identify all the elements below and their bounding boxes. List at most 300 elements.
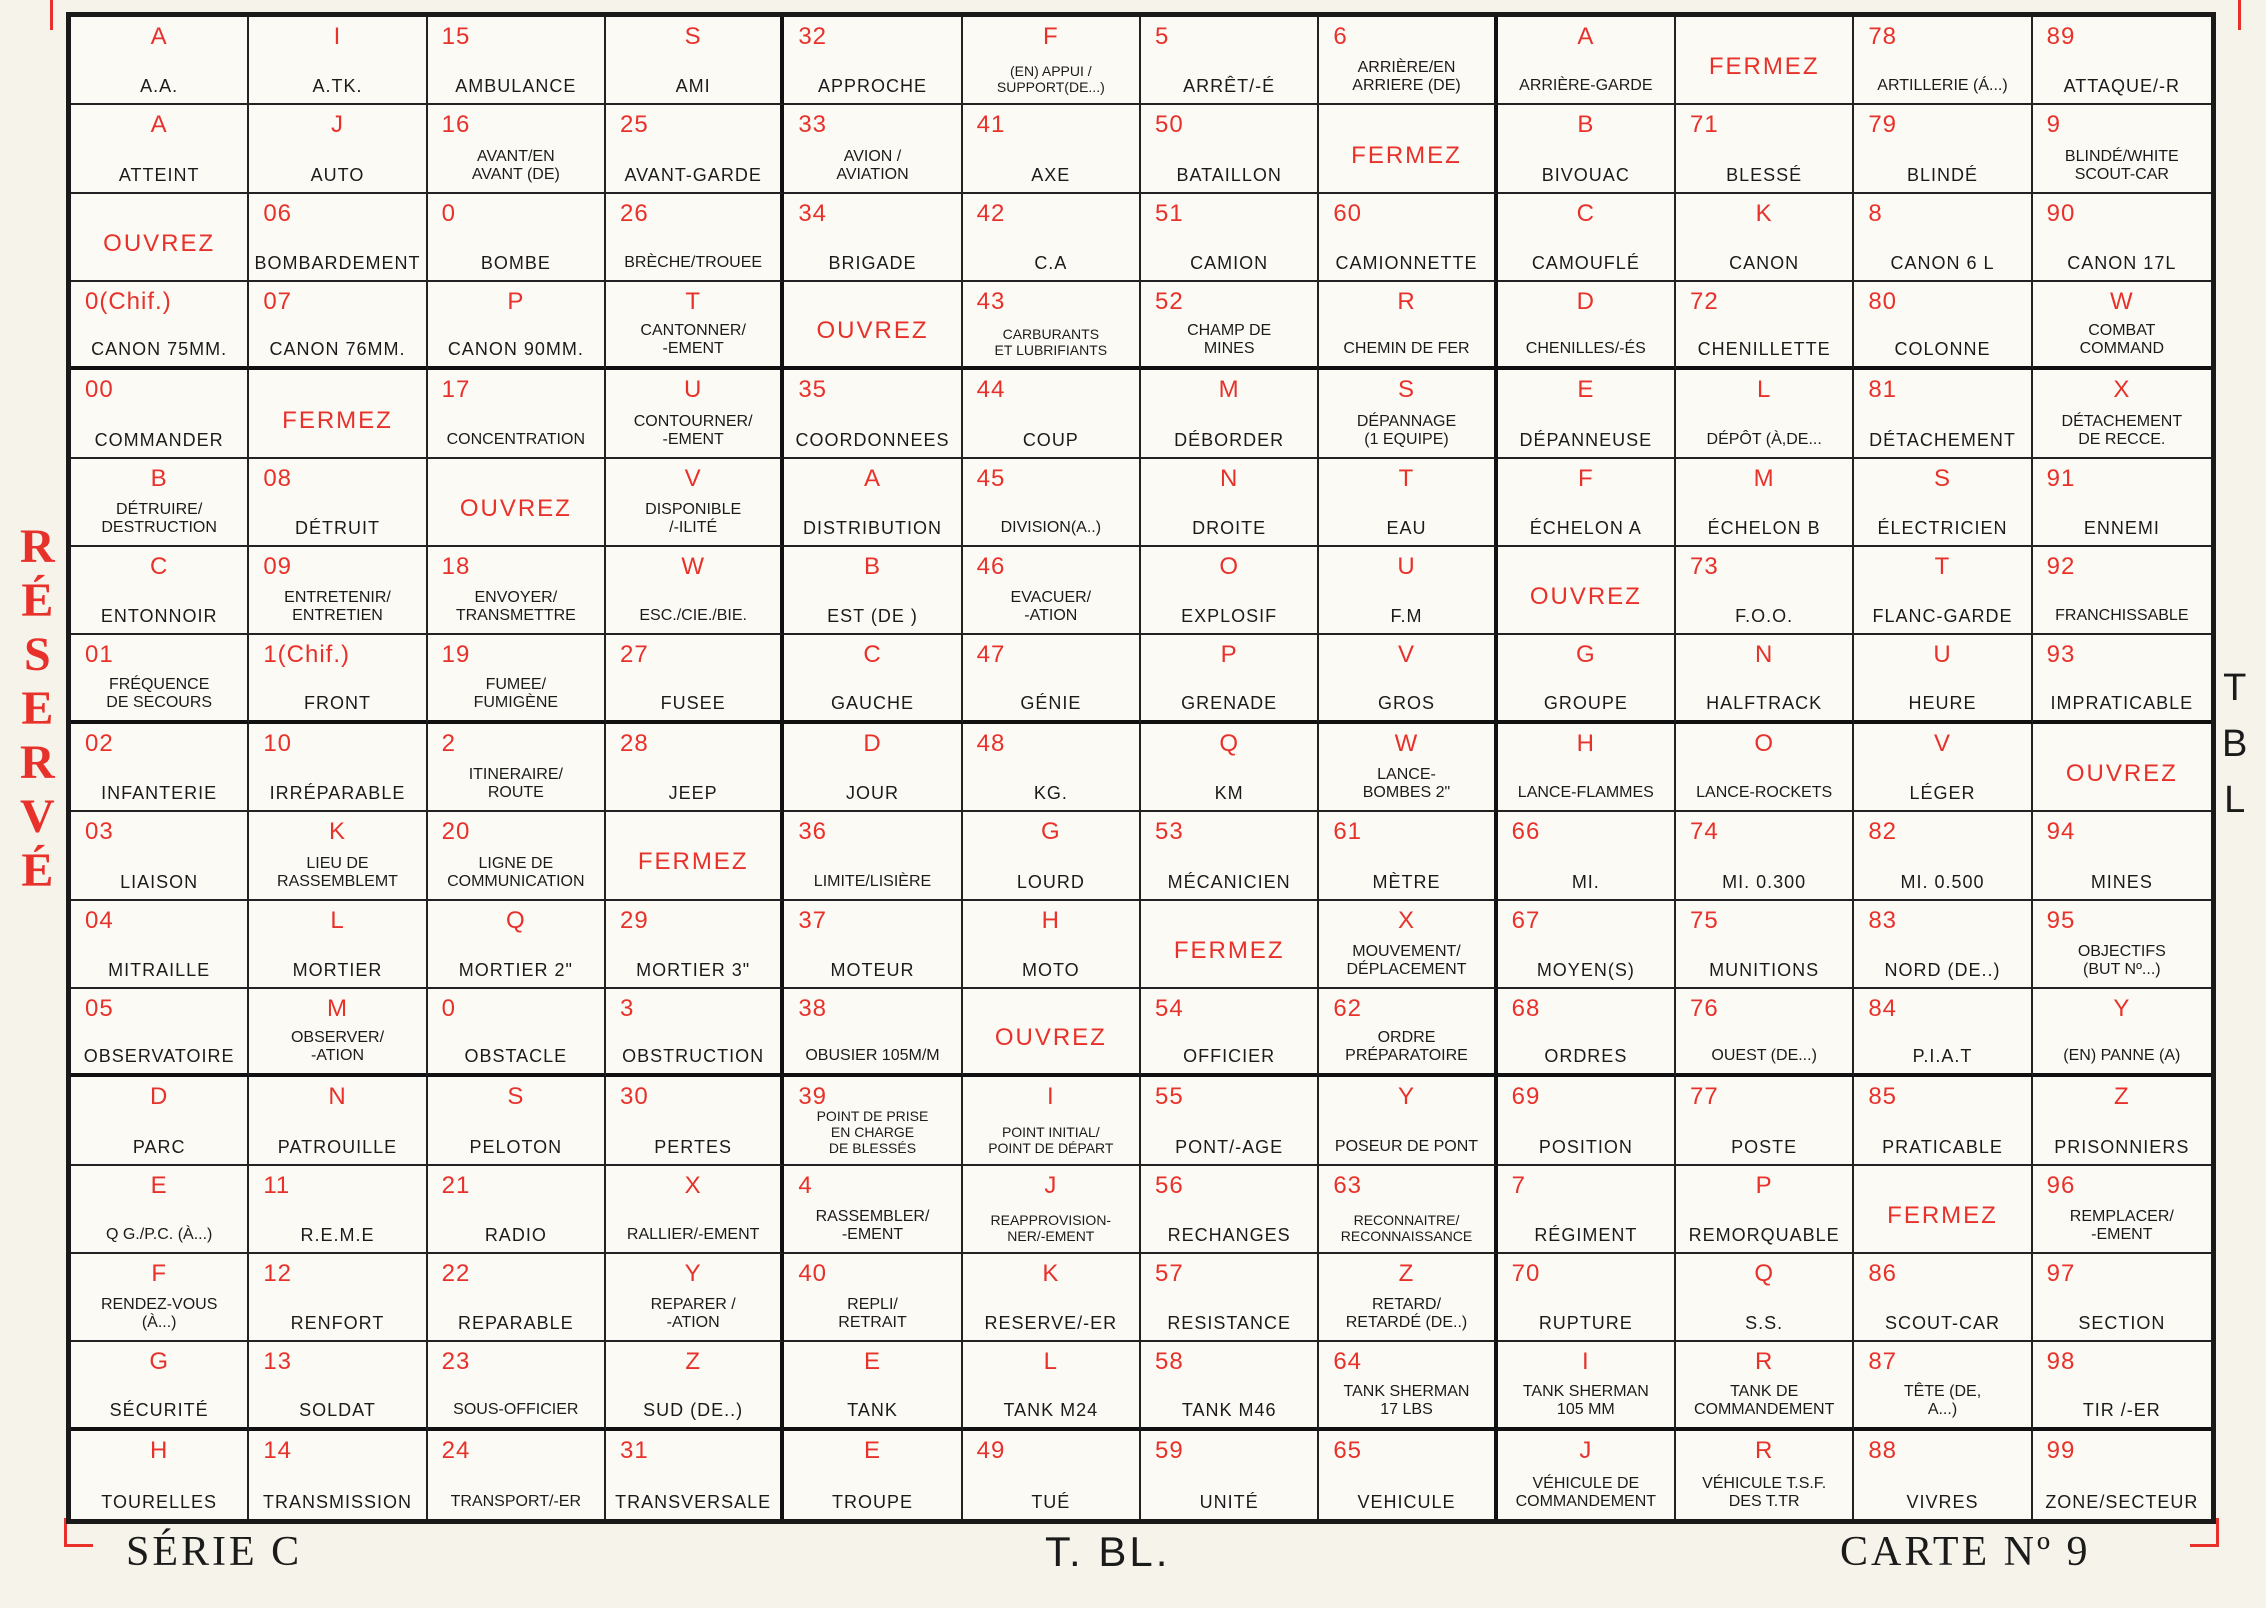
cell-label: JEEP — [668, 783, 718, 804]
code-cell — [1854, 812, 2032, 900]
code-cell — [1319, 989, 1497, 1077]
cell-code: 45 — [976, 464, 1006, 492]
cell-code: 24 — [441, 1436, 471, 1464]
cell-code: 27 — [619, 641, 649, 669]
code-cell — [1319, 724, 1497, 812]
cell-label: FERMEZ — [637, 848, 749, 876]
code-cell — [71, 1431, 249, 1519]
cell-label: KM — [1214, 783, 1244, 804]
code-cell — [2033, 724, 2211, 812]
cell-code: W — [2109, 288, 2134, 316]
cell-label: CANON 76MM. — [269, 339, 406, 360]
vertical-letter: R — [20, 736, 55, 789]
cell-label: COORDONNEES — [795, 429, 950, 450]
cell-code: 66 — [1511, 818, 1541, 846]
cell-code: 34 — [798, 199, 828, 227]
code-cell — [1498, 1254, 1676, 1342]
cell-label: DISTRIBUTION — [802, 518, 942, 539]
cell-label: VÉHICULE T.S.F. DES T.TR — [1702, 1475, 1827, 1510]
code-cell — [963, 547, 1141, 635]
cell-label: GROUPE — [1543, 692, 1628, 713]
cell-label: TANK SHERMAN 17 LBS — [1343, 1382, 1470, 1418]
code-cell — [249, 105, 427, 193]
cell-label: MÉCANICIEN — [1167, 871, 1291, 892]
code-cell — [1676, 282, 1854, 370]
code-cell — [71, 370, 249, 458]
cell-label: POSITION — [1538, 1136, 1633, 1157]
cell-label: DÉTACHEMENT — [1869, 429, 2016, 450]
cell-label: F.M — [1390, 606, 1423, 627]
cell-label: COMBAT COMMAND — [2079, 322, 2165, 358]
cell-code: 87 — [1868, 1348, 1898, 1376]
code-cell — [71, 282, 249, 370]
cell-label: BLESSÉ — [1726, 164, 1803, 185]
cell-label: RADIO — [484, 1224, 547, 1245]
code-cell — [963, 635, 1141, 723]
cell-code: 91 — [2046, 464, 2076, 492]
cell-label: FRANCHISSABLE — [2055, 607, 2189, 625]
cell-label: BOMBE — [480, 253, 551, 274]
code-cell — [1319, 370, 1497, 458]
vertical-letter: L — [2224, 779, 2246, 821]
code-cell — [249, 1431, 427, 1519]
cell-code: 16 — [441, 111, 471, 139]
cell-code: N — [1219, 464, 1239, 492]
cell-code: L — [330, 906, 345, 934]
cell-code: 42 — [976, 199, 1006, 227]
cell-label: BLINDÉ — [1906, 164, 1978, 185]
code-cell — [71, 812, 249, 900]
cell-code: V — [684, 464, 702, 492]
cell-label: LANCE-FLAMMES — [1517, 784, 1654, 802]
code-cell — [1676, 194, 1854, 282]
code-cell — [428, 989, 606, 1077]
code-cell — [1498, 635, 1676, 723]
cell-code: 52 — [1154, 288, 1184, 316]
cell-label: PRATICABLE — [1882, 1136, 2003, 1157]
cell-label: SUD (DE..) — [643, 1399, 744, 1420]
code-cell — [428, 282, 606, 370]
code-cell — [1676, 459, 1854, 547]
reserve-vertical-title — [20, 520, 55, 898]
cell-code: 97 — [2046, 1259, 2076, 1287]
cell-code: O — [1754, 729, 1774, 757]
cell-label: RECHANGES — [1167, 1224, 1291, 1245]
code-cell — [1676, 724, 1854, 812]
cell-label: ORDRE PRÉPARATOIRE — [1345, 1029, 1468, 1065]
cell-code: 95 — [2046, 906, 2076, 934]
cell-label: ENTONNOIR — [100, 606, 218, 627]
cell-code: 73 — [1689, 553, 1719, 581]
code-cell — [1676, 1431, 1854, 1519]
cell-label: LIAISON — [120, 871, 199, 892]
cell-label: (EN) APPUI / SUPPORT(DE...) — [996, 63, 1105, 96]
cell-code: 56 — [1154, 1171, 1184, 1199]
code-cell — [428, 812, 606, 900]
cell-code: 46 — [976, 553, 1006, 581]
code-cell — [1854, 1166, 2032, 1254]
cell-label: FERMEZ — [1708, 53, 1820, 81]
cell-label: ENTRETENIR/ ENTRETIEN — [284, 589, 391, 625]
cell-label: CONTOURNER/ -EMENT — [633, 412, 753, 448]
cell-code: H — [1041, 906, 1060, 934]
cell-label: MI. — [1571, 871, 1600, 892]
cell-label: COMMANDER — [94, 429, 224, 450]
cell-label: LOURD — [1016, 871, 1085, 892]
code-cell — [249, 370, 427, 458]
code-cell — [1319, 635, 1497, 723]
cell-label: OBSERVER/ -ATION — [290, 1029, 385, 1065]
cell-code: 05 — [85, 994, 114, 1022]
cell-code: 0 — [441, 994, 457, 1022]
cell-code: 69 — [1511, 1083, 1541, 1111]
cell-label: LÉGER — [1909, 783, 1976, 804]
cell-label: MOTO — [1021, 959, 1080, 980]
cell-label: POINT DE PRISE EN CHARGE DE BLESSÉS — [816, 1107, 929, 1156]
cell-code: 15 — [441, 23, 471, 50]
code-cell — [428, 1254, 606, 1342]
cell-code: B — [150, 464, 168, 492]
cell-code: X — [684, 1171, 702, 1199]
cell-label: TANK M24 — [1003, 1399, 1099, 1420]
cell-label: RASSEMBLER/ -EMENT — [815, 1207, 930, 1243]
cell-code: 70 — [1511, 1259, 1541, 1287]
code-cell — [1854, 194, 2032, 282]
cell-label: A.TK. — [312, 76, 363, 97]
cell-code: 21 — [441, 1171, 471, 1199]
cell-code: 17 — [441, 376, 471, 404]
tbl-footer-label: T. BL. — [1045, 1528, 1171, 1575]
code-cell — [249, 459, 427, 547]
code-cell — [1141, 1077, 1319, 1165]
code-cell — [1854, 1342, 2032, 1430]
code-cell — [1676, 1077, 1854, 1165]
cell-label: CANON — [1729, 253, 1800, 274]
code-cell — [1319, 1342, 1497, 1430]
cell-label: TANK SHERMAN 105 MM — [1522, 1382, 1649, 1418]
cell-code: Y — [1397, 1083, 1415, 1111]
cell-code: F — [1577, 464, 1594, 492]
cell-code: 19 — [441, 641, 471, 669]
series-label: SÉRIE C — [126, 1529, 303, 1575]
code-cell — [249, 1254, 427, 1342]
cell-label: KG. — [1033, 783, 1068, 804]
cell-code: K — [1755, 199, 1773, 227]
cell-label: AVANT-GARDE — [624, 164, 762, 185]
code-cell — [249, 17, 427, 105]
code-cell — [1854, 370, 2032, 458]
cell-label: EAU — [1386, 518, 1427, 539]
cell-label: PRISONNIERS — [2054, 1136, 2190, 1157]
code-cell — [71, 1342, 249, 1430]
cell-code: 60 — [1333, 199, 1363, 227]
code-cell — [1319, 459, 1497, 547]
cell-code: 04 — [85, 906, 114, 934]
code-grid — [66, 12, 2216, 1524]
cell-label: PARC — [132, 1136, 186, 1157]
cell-label: LANCE- BOMBES 2" — [1362, 766, 1451, 802]
cell-code: E — [863, 1348, 881, 1376]
cell-code: U — [1933, 641, 1952, 669]
cell-label: OBJECTIFS (BUT Nº...) — [2077, 942, 2166, 978]
cell-code: 90 — [2046, 199, 2076, 227]
cell-code: 50 — [1154, 111, 1184, 139]
code-cell — [1498, 459, 1676, 547]
cell-code: J — [1579, 1436, 1593, 1464]
cell-label: BLINDÉ/WHITE SCOUT-CAR — [2064, 147, 2179, 183]
cell-label: ÉCHELON A — [1529, 518, 1642, 539]
cell-code: 72 — [1689, 288, 1719, 316]
cell-code: 02 — [85, 729, 114, 757]
cell-label: VEHICULE — [1357, 1492, 1456, 1512]
cell-label: ARRIÈRE/EN ARRIERE (DE) — [1352, 59, 1461, 95]
cell-code: A — [1577, 23, 1595, 50]
code-cell — [1676, 1254, 1854, 1342]
cell-code: 22 — [441, 1259, 471, 1287]
cell-code: 13 — [263, 1348, 293, 1376]
cell-label: AVION / AVIATION — [836, 147, 909, 183]
code-cell — [1141, 812, 1319, 900]
cell-label: POSTE — [1731, 1136, 1798, 1157]
code-cell — [1319, 901, 1497, 989]
code-cell — [784, 724, 962, 812]
cell-code: 20 — [441, 818, 471, 846]
code-cell — [71, 901, 249, 989]
cell-code: 49 — [976, 1436, 1006, 1464]
cell-code: S — [684, 23, 702, 50]
code-cell — [1141, 635, 1319, 723]
cell-code: T — [685, 288, 701, 316]
cell-label: MORTIER 3" — [636, 959, 751, 980]
cell-label: CHENILLES/-ÉS — [1525, 340, 1646, 358]
cell-label: EVACUER/ -ATION — [1010, 589, 1092, 625]
code-cell — [1676, 105, 1854, 193]
code-cell — [784, 105, 962, 193]
cell-label: TRANSMISSION — [262, 1492, 412, 1512]
code-cell — [428, 1342, 606, 1430]
cell-label: CONCENTRATION — [446, 430, 585, 448]
code-cell — [71, 194, 249, 282]
code-cell — [606, 370, 784, 458]
cell-label: RUPTURE — [1538, 1313, 1633, 1334]
cell-label: MOYEN(S) — [1536, 959, 1635, 980]
code-cell — [784, 17, 962, 105]
cell-code: J — [1044, 1171, 1058, 1199]
cell-code: K — [328, 818, 346, 846]
code-cell — [1319, 282, 1497, 370]
cell-label: COLONNE — [1894, 339, 1991, 360]
code-cell — [428, 635, 606, 723]
cell-label: MI. 0.500 — [1900, 871, 1985, 892]
cell-label: MOUVEMENT/ DÉPLACEMENT — [1346, 942, 1467, 978]
code-cell — [1498, 547, 1676, 635]
cell-code: 65 — [1333, 1436, 1363, 1464]
cell-label: TROUPE — [831, 1492, 913, 1512]
code-cell — [71, 989, 249, 1077]
code-cell — [963, 724, 1141, 812]
cell-label: LIEU DE RASSEMBLEMT — [277, 854, 398, 890]
cell-code: 28 — [619, 729, 649, 757]
cell-code: 67 — [1511, 906, 1541, 934]
cell-label: REPLI/ RETRAIT — [838, 1296, 907, 1332]
cell-label: FRÉQUENCE DE SECOURS — [106, 675, 213, 711]
cell-label: CARBURANTS ET LUBRIFIANTS — [994, 326, 1108, 359]
code-cell — [1319, 1431, 1497, 1519]
cell-label: BRIGADE — [828, 253, 917, 274]
cell-label: PONT/-AGE — [1175, 1136, 1284, 1157]
cell-code: 5 — [1154, 23, 1170, 50]
cell-code: 12 — [263, 1259, 293, 1287]
code-cell — [1854, 105, 2032, 193]
cell-code: A — [863, 464, 881, 492]
cell-label: RENDEZ-VOUS (À...) — [100, 1296, 218, 1332]
code-cell — [1319, 1166, 1497, 1254]
cell-label: TIR /-ER — [2082, 1399, 2161, 1420]
cell-label: GAUCHE — [830, 692, 914, 713]
cell-code: 33 — [798, 111, 828, 139]
code-cell — [784, 547, 962, 635]
cell-code: S — [1397, 376, 1415, 404]
code-cell — [963, 1077, 1141, 1165]
cell-code: E — [150, 1171, 168, 1199]
cell-code: 92 — [2046, 553, 2076, 581]
code-cell — [1498, 105, 1676, 193]
code-cell — [784, 1342, 962, 1430]
cell-code: 82 — [1868, 818, 1898, 846]
cell-label: OBSERVATOIRE — [83, 1046, 235, 1067]
code-cell — [784, 901, 962, 989]
cell-label: TUÉ — [1031, 1492, 1071, 1512]
cell-code: 38 — [798, 994, 828, 1022]
cell-code: 18 — [441, 553, 471, 581]
cell-code: 59 — [1154, 1436, 1184, 1464]
cell-code: H — [1576, 729, 1595, 757]
cell-label: PERTES — [654, 1136, 732, 1157]
cell-code: C — [863, 641, 882, 669]
card-number-label: CARTE Nº 9 — [1840, 1529, 2091, 1575]
code-cell — [428, 105, 606, 193]
code-cell — [963, 17, 1141, 105]
cell-code: 03 — [85, 818, 114, 846]
code-cell — [606, 812, 784, 900]
code-cell — [963, 901, 1141, 989]
code-cell — [2033, 370, 2211, 458]
code-cell — [2033, 459, 2211, 547]
code-cell — [784, 812, 962, 900]
code-cell — [2033, 1077, 2211, 1165]
corner-mark — [2212, 0, 2241, 30]
code-cell — [428, 370, 606, 458]
cell-code: 78 — [1868, 23, 1898, 50]
cell-label: TOURELLES — [101, 1492, 218, 1512]
code-cell — [1854, 1254, 2032, 1342]
code-cell — [2033, 1166, 2211, 1254]
cell-label: TANK M46 — [1181, 1399, 1277, 1420]
code-cell — [2033, 1431, 2211, 1519]
code-cell — [606, 1077, 784, 1165]
code-cell — [784, 459, 962, 547]
cell-label: RÉGIMENT — [1534, 1224, 1638, 1245]
cell-label: GÉNIE — [1020, 692, 1082, 713]
cell-code: 26 — [619, 199, 649, 227]
cell-code: Y — [684, 1259, 702, 1287]
code-cell — [1319, 194, 1497, 282]
cell-label: FERMEZ — [282, 406, 393, 434]
cell-label: MORTIER — [292, 959, 383, 980]
cell-label: EST (DE ) — [827, 606, 918, 627]
cell-code: L — [1043, 1348, 1058, 1376]
cell-label: ZONE/SECTEUR — [2045, 1492, 2199, 1512]
cell-label: DÉPANNAGE (1 EQUIPE) — [1356, 412, 1457, 448]
cell-code: 31 — [619, 1436, 649, 1464]
code-cell — [1676, 635, 1854, 723]
cell-label: CAMION — [1190, 253, 1269, 274]
cell-label: GRENADE — [1181, 692, 1278, 713]
code-cell — [428, 1431, 606, 1519]
cell-code: 30 — [619, 1083, 649, 1111]
code-cell — [1498, 1342, 1676, 1430]
cell-code: 6 — [1333, 23, 1348, 50]
cell-label: FLANC-GARDE — [1872, 606, 2013, 627]
cell-label: AVANT/EN AVANT (DE) — [471, 147, 560, 183]
cell-code: 79 — [1868, 111, 1898, 139]
code-cell — [71, 1166, 249, 1254]
cell-code: P — [1755, 1171, 1773, 1199]
cell-code: E — [1577, 376, 1595, 404]
cell-code: R — [1754, 1348, 1774, 1376]
code-cell — [1141, 282, 1319, 370]
cell-label: C.A — [1034, 253, 1068, 274]
cell-code: 10 — [263, 729, 293, 757]
code-cell — [606, 459, 784, 547]
code-cell — [2033, 1342, 2211, 1430]
code-cell — [1498, 370, 1676, 458]
cell-label: SOLDAT — [299, 1399, 376, 1420]
code-cell — [2033, 812, 2211, 900]
code-cell — [1319, 812, 1497, 900]
cell-code: G — [1040, 818, 1061, 846]
cell-code: I — [333, 23, 342, 50]
code-cell — [1498, 1166, 1676, 1254]
cell-code: 3 — [619, 994, 635, 1022]
cell-label: RENFORT — [290, 1313, 385, 1334]
code-cell — [1854, 901, 2032, 989]
cell-label: LANCE-ROCKETS — [1696, 784, 1833, 802]
cell-label: MITRAILLE — [108, 959, 211, 980]
cell-label: INFANTERIE — [101, 783, 218, 804]
code-cell — [784, 1254, 962, 1342]
code-cell — [1141, 459, 1319, 547]
cell-label: HALFTRACK — [1706, 692, 1823, 713]
code-cell — [606, 17, 784, 105]
cell-code: W — [1394, 729, 1419, 757]
cell-code: M — [326, 994, 348, 1022]
cell-label: POSEUR DE PONT — [1334, 1137, 1479, 1155]
cell-code: 80 — [1868, 288, 1898, 316]
vertical-letter: É — [21, 844, 54, 897]
cell-label: HEURE — [1908, 692, 1977, 713]
cell-label: BRÈCHE/TROUEE — [624, 254, 763, 272]
code-cell — [1854, 1077, 2032, 1165]
cell-label: ATTEINT — [118, 164, 200, 185]
code-cell — [249, 1166, 427, 1254]
code-cell — [249, 635, 427, 723]
cell-code: R — [1754, 1436, 1774, 1464]
code-cell — [1141, 1166, 1319, 1254]
cell-code: 62 — [1333, 994, 1363, 1022]
code-cell — [606, 901, 784, 989]
cell-label: MUNITIONS — [1709, 959, 1820, 980]
